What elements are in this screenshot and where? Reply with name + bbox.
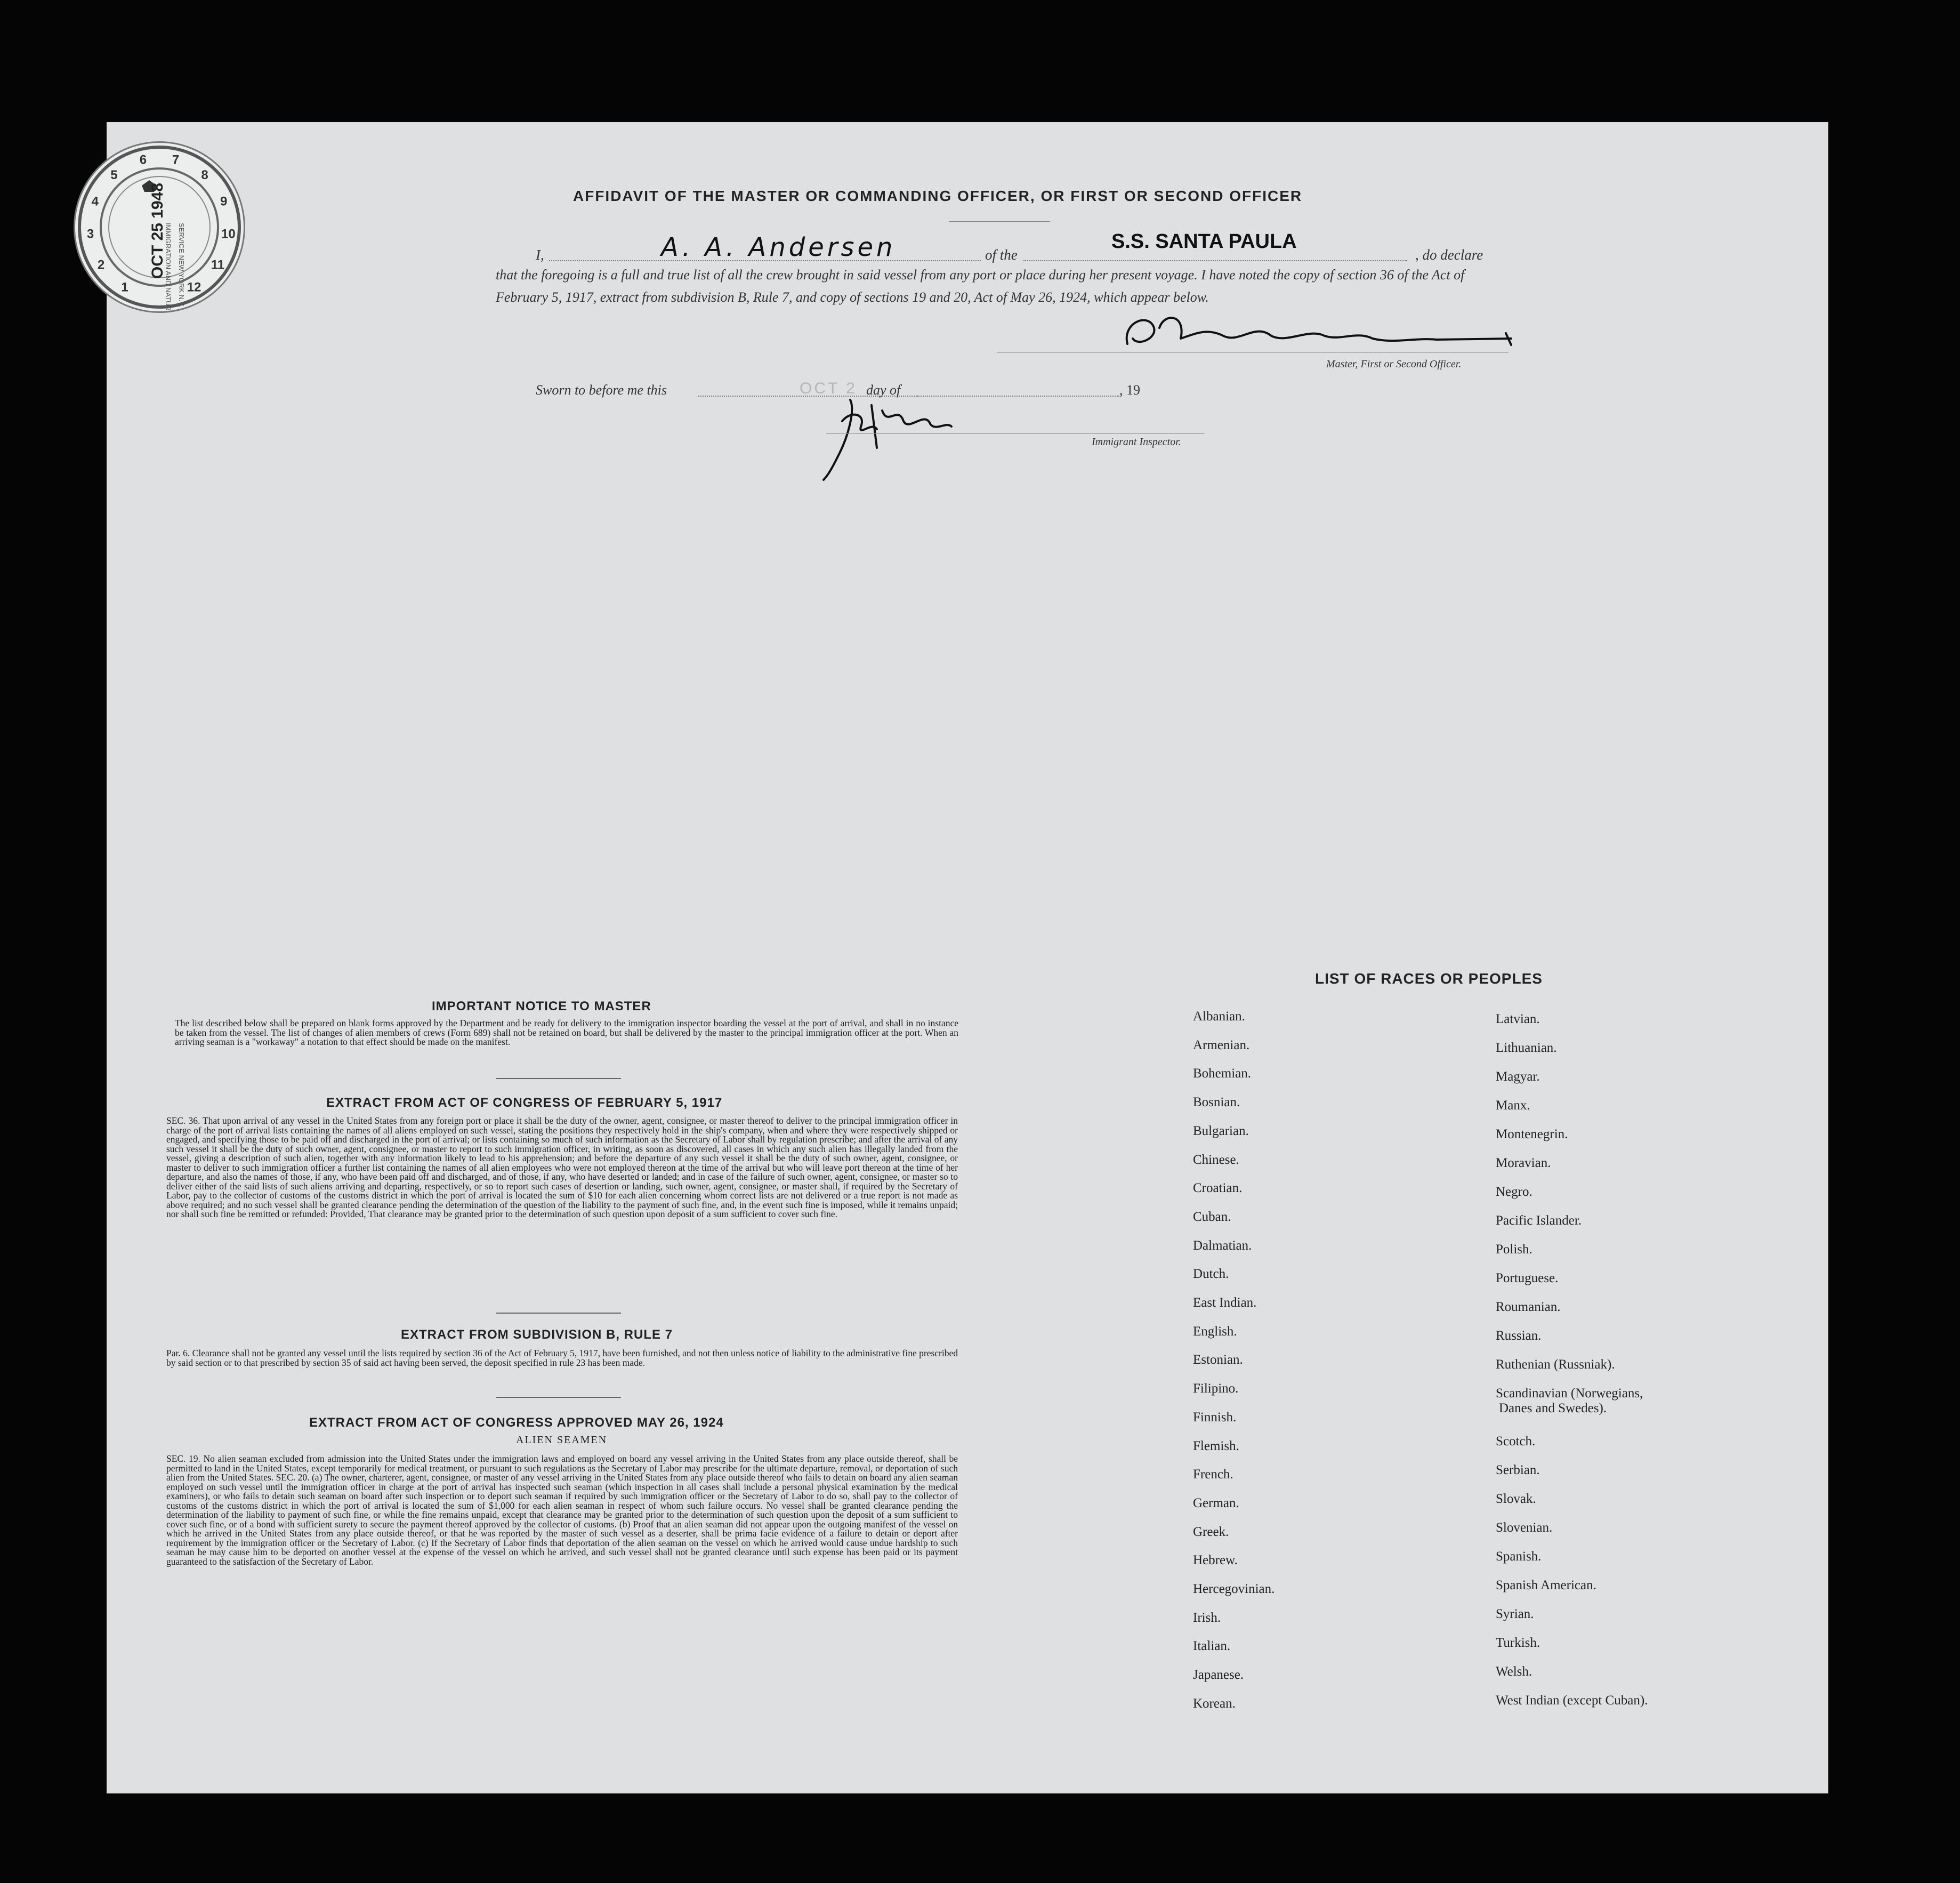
stamp-ring-number: 3 bbox=[86, 227, 94, 242]
stamp-ring-number: 10 bbox=[221, 227, 236, 242]
race-item: French. bbox=[1193, 1467, 1233, 1482]
of-the-text: of the bbox=[985, 247, 1018, 263]
race-item: West Indian (except Cuban). bbox=[1496, 1693, 1648, 1708]
race-item: Bulgarian. bbox=[1193, 1123, 1249, 1138]
race-item: Albanian. bbox=[1193, 1009, 1245, 1024]
race-item: Dalmatian. bbox=[1193, 1238, 1252, 1253]
binder-hole bbox=[1865, 357, 1893, 385]
race-item: Japanese. bbox=[1193, 1668, 1244, 1683]
race-item: Russian. bbox=[1496, 1329, 1542, 1343]
notice-title: IMPORTANT NOTICE TO MASTER bbox=[432, 999, 651, 1013]
affidavit-prefix: I, bbox=[536, 247, 544, 263]
do-declare-text: , do declare bbox=[1415, 247, 1483, 263]
race-item: Dutch. bbox=[1193, 1267, 1229, 1282]
officer-name: A. A. Andersen bbox=[661, 232, 896, 262]
race-item: Latvian. bbox=[1496, 1012, 1540, 1026]
inspector-signature-line bbox=[826, 433, 1205, 434]
race-item: Pacific Islander. bbox=[1496, 1213, 1582, 1228]
binder-hole bbox=[1868, 1492, 1896, 1520]
race-item: Negro. bbox=[1496, 1185, 1532, 1199]
race-item: Manx. bbox=[1496, 1098, 1530, 1113]
binder-hole bbox=[1867, 1162, 1895, 1189]
race-item: Armenian. bbox=[1193, 1037, 1250, 1052]
race-item: Serbian. bbox=[1496, 1463, 1540, 1477]
race-item: Chinese. bbox=[1193, 1152, 1239, 1167]
race-item: Irish. bbox=[1193, 1610, 1221, 1625]
extract-rule7-title: EXTRACT FROM SUBDIVISION B, RULE 7 bbox=[401, 1327, 673, 1342]
extract-rule7-text: Par. 6. Clearance shall not be granted any vessel until the lists required by section 36 of the Act of February 5, 1917, have been furnished, and not then unless notice of liability to the administrative fine prescribed by said section or to that prescribed by section 35 of said act having been served, the deposit specified in rule 23 has been made. bbox=[166, 1349, 958, 1368]
race-item: Greek. bbox=[1193, 1524, 1229, 1539]
race-item: Bosnian. bbox=[1193, 1095, 1240, 1110]
stamp-ring-number: 12 bbox=[187, 280, 201, 295]
race-item: Danes and Swedes). bbox=[1499, 1401, 1607, 1415]
heading-divider bbox=[949, 221, 1050, 222]
race-item: Croatian. bbox=[1193, 1181, 1243, 1196]
alien-seamen-subtitle: ALIEN SEAMEN bbox=[516, 1434, 608, 1446]
section-divider bbox=[496, 1397, 621, 1398]
vessel-name-line bbox=[1023, 260, 1407, 261]
sworn-date-stamp: OCT 2 bbox=[800, 380, 857, 397]
race-item: Moravian. bbox=[1496, 1156, 1551, 1170]
notice-text: The list described below shall be prepared on blank forms approved by the Department and be ready for delivery to the immigration inspector boarding the vessel at the port of arrival, and shall in no instance be taken from the vessel. The list of changes of alien members of crews (Form 689) shall not be retained on board, but shall be delivered by the master to the principal immigration officer at the port. When an arriving seaman is a "workaway" a notation to that effect should be made on the manifest. bbox=[175, 1019, 958, 1047]
receiving-stamp bbox=[74, 141, 245, 313]
extract-1924-title: EXTRACT FROM ACT OF CONGRESS APPROVED MAY 26, 1924 bbox=[309, 1415, 724, 1430]
race-item: Polish. bbox=[1496, 1242, 1532, 1257]
stamp-ring-number: 2 bbox=[97, 257, 105, 272]
stamp-ring-number: 7 bbox=[172, 152, 180, 167]
race-item: Italian. bbox=[1193, 1639, 1231, 1654]
master-signature bbox=[1117, 307, 1517, 355]
race-item: Slovenian. bbox=[1496, 1520, 1553, 1535]
master-label: Master, First or Second Officer. bbox=[1326, 358, 1462, 370]
svg-text:SERVICE NEW YORK N.Y.: SERVICE NEW YORK N.Y. bbox=[178, 223, 185, 308]
extract-1917-text: SEC. 36. That upon arrival of any vessel in the United States from any foreign port or place it shall be the duty of the owner, agent, consignee, or master thereof to deliver to the principal immigration officer in charge of the port of arrival lists containing the names of all aliens employed on such vessel, stating the positions they respectively hold in the ship's company, when and where they were respectively shipped or engaged, and specifying those to be paid off and discharged in the port of arrival; or lists containing so much of such information as the Secretary of Labor shall by regulation prescribe; and after the arrival of any such vessel it shall be the duty of such owner, agent, consignee, or master to report to such immigration officer, in writing, as soon as discovered, all cases in which any such alien has illegally landed from the vessel, giving a description of such alien, together with any information likely to lead to his apprehension; and before the departure of any such vessel it shall be the duty of such owner, agent, consignee, or master to deliver to such immigration officer a further list containing the names of all alien employees who were not employed thereon at the time of the arrival but who will leave port thereon at the time of her departure, and also the names of those, if any, who have been paid off and discharged, and of those, if any, who have deserted or landed; and in case of the failure of such owner, agent, consignee, or master so to deliver either of the said lists of such aliens arriving and departing, respectively, or so to report such cases of desertion or landing, such owner, agent, consignee, or master shall, if required by the Secretary of Labor, pay to the collector of customs of the customs district in which the port of arrival is located the sum of $10 for each alien concerning whom correct lists are not delivered or a true report is not made as above required; and no such vessel shall be granted clearance pending the determination of the question of the liability to the payment of such fine, and, in the event such fine is imposed, while it remains unpaid; nor shall such fine be remitted or refunded: Provided, That clearance may be granted prior to the determination of such question upon deposit of a sum sufficient to cover such fine. bbox=[166, 1116, 958, 1219]
race-item: Syrian. bbox=[1496, 1607, 1534, 1621]
stamp-date: OCT 25 1948 bbox=[149, 182, 166, 279]
race-item: Spanish. bbox=[1496, 1549, 1542, 1564]
race-item: Cuban. bbox=[1193, 1209, 1231, 1224]
race-item: Spanish American. bbox=[1496, 1578, 1596, 1592]
affidavit-statement: that the foregoing is a full and true list of all the crew brought in said vessel from any port or place during her present voyage. I have noted the copy of section 36 of the Act of February 5, 1917, extract from subdivision B, Rule 7, and copy of sections 19 and 20, Act of May 26, 1924, which appear below. bbox=[496, 267, 1465, 305]
affidavit-heading: AFFIDAVIT OF THE MASTER OR COMMANDING OFFICER, OR FIRST OR SECOND OFFICER bbox=[573, 188, 1303, 204]
day-of-text: day of bbox=[866, 382, 901, 398]
race-item: Estonian. bbox=[1193, 1353, 1243, 1367]
race-item: Filipino. bbox=[1193, 1381, 1239, 1396]
race-item: Bohemian. bbox=[1193, 1066, 1252, 1081]
race-item: Finnish. bbox=[1193, 1410, 1237, 1425]
binder-hole bbox=[1916, 163, 1940, 186]
inspector-signature bbox=[818, 389, 957, 485]
race-item: Scotch. bbox=[1496, 1434, 1536, 1449]
race-item: Roumanian. bbox=[1496, 1300, 1561, 1314]
binder-hole bbox=[1869, 1575, 1897, 1603]
race-item: Slovak. bbox=[1496, 1492, 1536, 1506]
stamp-ring-number: 8 bbox=[201, 167, 208, 182]
race-item: German. bbox=[1193, 1495, 1239, 1510]
race-item: East Indian. bbox=[1193, 1295, 1257, 1310]
svg-text:IMMIGRATION AND NATURALIZATION: IMMIGRATION AND NATURALIZATION bbox=[164, 223, 172, 311]
vessel-name: S.S. SANTA PAULA bbox=[1111, 230, 1297, 253]
stamp-ring-number: 5 bbox=[110, 167, 118, 182]
scan-mark bbox=[704, 27, 708, 33]
race-item: English. bbox=[1193, 1324, 1237, 1339]
binder-hole bbox=[1865, 605, 1892, 633]
year-prefix: , 19 bbox=[1119, 382, 1140, 398]
section-divider bbox=[496, 1313, 621, 1314]
stamp-ring-number: 1 bbox=[121, 280, 128, 295]
binder-hole bbox=[1855, 222, 1876, 244]
race-item: Hebrew. bbox=[1193, 1553, 1238, 1568]
races-title: LIST OF RACES OR PEOPLES bbox=[1315, 970, 1543, 987]
race-item: Lithuanian. bbox=[1496, 1041, 1557, 1055]
race-item: Turkish. bbox=[1496, 1636, 1540, 1650]
race-item: Montenegrin. bbox=[1496, 1127, 1568, 1141]
binder-hole bbox=[1865, 275, 1893, 303]
sworn-text: Sworn to before me this bbox=[536, 382, 667, 398]
race-item: Flemish. bbox=[1193, 1438, 1239, 1453]
stamp-ring-number: 4 bbox=[91, 194, 99, 209]
inspector-label: Immigrant Inspector. bbox=[1092, 436, 1181, 448]
extract-1917-title: EXTRACT FROM ACT OF CONGRESS OF FEBRUARY 5, 1917 bbox=[326, 1096, 723, 1110]
race-item: Magyar. bbox=[1496, 1069, 1540, 1084]
race-item: Scandinavian (Norwegians, bbox=[1496, 1386, 1643, 1401]
race-item: Hercegovinian. bbox=[1193, 1582, 1275, 1596]
stamp-ring-number: 11 bbox=[211, 257, 225, 272]
race-item: Korean. bbox=[1193, 1696, 1236, 1711]
stamp-ring-number: 6 bbox=[139, 152, 147, 167]
race-item: Ruthenian (Russniak). bbox=[1496, 1357, 1615, 1372]
extract-1924-text: SEC. 19. No alien seaman excluded from admission into the United States under the immigration laws and employed on board any vessel arriving in the United States from any place outside thereof, shall be permitted to land in the United States, except temporarily for medical treatment, or pursuant to such regulations as the Secretary of Labor may prescribe for the ultimate departure, removal, or deportation of such alien from the United States. SEC. 20. (a) The owner, charterer, agent, consignee, or master of any vessel arriving in the United States from any place outside thereof who fails to detain on board any alien seaman employed on such vessel until the immigration officer in charge at the port of arrival has inspected such seaman (which inspection in all cases shall include a personal physical examination by the medical examiners), or who fails to detain such seaman on board after such inspection or to deport such seaman if required by such immigration officer or the Secretary of Labor to do so, shall pay to the collector of customs of the customs district in which the port of arrival is located the sum of $1,000 for each alien seaman in respect of whom such failure occurs. No vessel shall be granted clearance pending the determination of the liability to payment of such fine, or while the fine remains unpaid, except that clearance may be granted prior to the determination of such question upon the deposit of a sum sufficient to cover such fine, or of a bond with sufficient surety to secure the payment thereof approved by the collector of customs. (b) Proof that an alien seaman did not appear upon the outgoing manifest of the vessel on which he arrived in the United States from any place outside thereof, or that he was reported by the master of such vessel as a deserter, shall be prima facie evidence of a failure to detain or deport after requirement by the immigration officer or the Secretary of Labor. (c) If the Secretary of Labor finds that deportation of the alien seaman on the vessel on which he arrived would cause undue hardship to such seaman he may cause him to be deported on another vessel at the expense of the vessel on which he arrived, and such vessel shall not be granted clearance until such expense has been paid or its payment guaranteed to the satisfaction of the Secretary of Labor. bbox=[166, 1454, 958, 1567]
stamp-ring-number: 9 bbox=[220, 194, 228, 209]
binder-hole bbox=[1866, 691, 1894, 719]
section-divider bbox=[496, 1078, 621, 1079]
race-item: Portuguese. bbox=[1496, 1271, 1559, 1285]
race-item: Welsh. bbox=[1496, 1664, 1532, 1679]
